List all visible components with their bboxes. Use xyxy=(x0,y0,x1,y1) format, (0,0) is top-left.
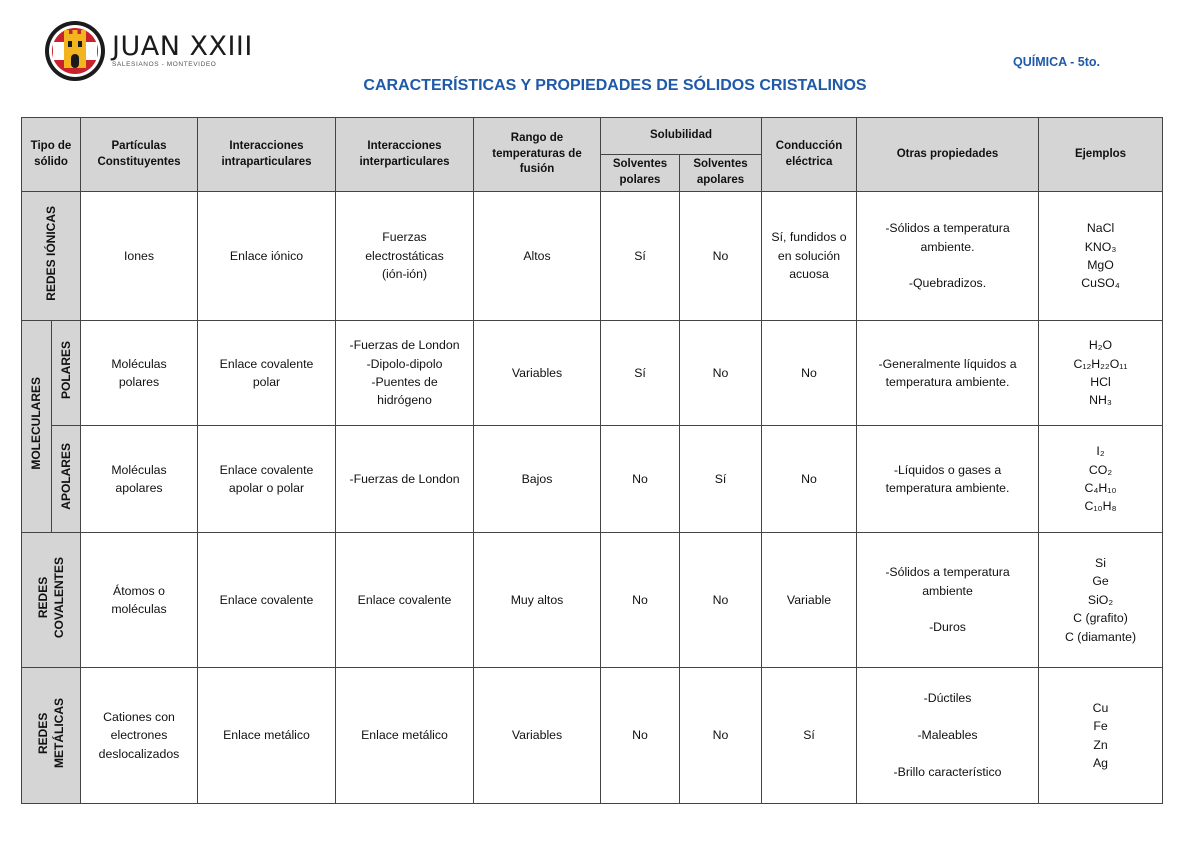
cell-intra: Enlace covalente xyxy=(198,533,336,668)
table-row xyxy=(22,533,1163,668)
cell-otras: -Sólidos a temperatura ambiente -Duros xyxy=(857,533,1039,668)
cell-particulas: Moléculas apolares xyxy=(81,426,198,533)
cell-inter: Fuerzas electrostáticas (ión-ión) xyxy=(336,192,474,321)
cell-otras: -Líquidos o gases a temperatura ambiente. xyxy=(857,426,1039,533)
logo-name: JUAN XXIII xyxy=(112,31,253,63)
cell-conduccion: No xyxy=(762,321,857,426)
group-moleculares: MOLECULARES xyxy=(22,321,52,533)
header-solventes-polares: Solventes polares xyxy=(601,155,680,192)
header-rango: Rango de temperaturas de fusión xyxy=(474,118,601,192)
cell-sol-polares: No xyxy=(601,426,680,533)
cell-conduccion: No xyxy=(762,426,857,533)
cell-intra: Enlace covalente apolar o polar xyxy=(198,426,336,533)
logo-subtitle: SALESIANOS - MONTEVIDEO xyxy=(112,61,217,69)
row-type-label: REDES COVALENTES xyxy=(22,533,81,668)
cell-particulas: Átomos o moléculas xyxy=(81,533,198,668)
cell-intra: Enlace iónico xyxy=(198,192,336,321)
cell-inter: Enlace metálico xyxy=(336,668,474,804)
cell-otras: -Generalmente líquidos a temperatura ambiente. xyxy=(857,321,1039,426)
cell-sol-polares: Sí xyxy=(601,321,680,426)
cell-sol-apolares: No xyxy=(680,533,762,668)
cell-ejemplos: Cu Fe Zn Ag xyxy=(1039,668,1163,804)
header-solventes-apolares: Solventes apolares xyxy=(680,155,762,192)
cell-inter: -Fuerzas de London xyxy=(336,426,474,533)
page-title: CARACTERÍSTICAS Y PROPIEDADES DE SÓLIDOS CRISTALINOS xyxy=(363,77,867,94)
cell-rango: Variables xyxy=(474,321,601,426)
cell-sol-apolares: No xyxy=(680,321,762,426)
cell-otras: -Dúctiles -Maleables -Brillo característico xyxy=(857,668,1039,804)
header-intra: Interacciones intraparticulares xyxy=(198,118,336,192)
table-row xyxy=(22,668,1163,804)
header-ejemplos: Ejemplos xyxy=(1039,118,1163,192)
cell-ejemplos: H₂O C₁₂H₂₂O₁₁ HCl NH₃ xyxy=(1039,321,1163,426)
row-type-label: REDES METÁLICAS xyxy=(22,668,81,804)
cell-particulas: Moléculas polares xyxy=(81,321,198,426)
cell-ejemplos: NaCl KNO₃ MgO CuSO₄ xyxy=(1039,192,1163,321)
cell-sol-polares: Sí xyxy=(601,192,680,321)
cell-conduccion: Variable xyxy=(762,533,857,668)
header-inter: Interacciones interparticulares xyxy=(336,118,474,192)
table-row xyxy=(22,426,1163,533)
cell-sol-polares: No xyxy=(601,533,680,668)
header-otras: Otras propiedades xyxy=(857,118,1039,192)
cell-particulas: Cationes con electrones deslocalizados xyxy=(81,668,198,804)
row-type-label: POLARES xyxy=(52,321,81,426)
cell-rango: Variables xyxy=(474,668,601,804)
header-solubilidad: Solubilidad xyxy=(601,118,762,155)
cell-rango: Bajos xyxy=(474,426,601,533)
row-type-label: REDES IÓNICAS xyxy=(22,192,81,321)
cell-sol-apolares: Sí xyxy=(680,426,762,533)
cell-ejemplos: Si Ge SiO₂ C (grafito) C (diamante) xyxy=(1039,533,1163,668)
header-tipo: Tipo de sólido xyxy=(22,118,81,192)
cell-intra: Enlace metálico xyxy=(198,668,336,804)
header-row xyxy=(22,118,1163,155)
cell-sol-apolares: No xyxy=(680,192,762,321)
cell-conduccion: Sí, fundidos o en solución acuosa xyxy=(762,192,857,321)
school-logo xyxy=(44,20,253,82)
cell-rango: Muy altos xyxy=(474,533,601,668)
subject-label: QUÍMICA - 5to. xyxy=(1012,55,1100,69)
header-conduccion: Conducción eléctrica xyxy=(762,118,857,192)
cell-ejemplos: I₂ CO₂ C₄H₁₀ C₁₀H₈ xyxy=(1039,426,1163,533)
cell-rango: Altos xyxy=(474,192,601,321)
cell-conduccion: Sí xyxy=(762,668,857,804)
cell-inter: -Fuerzas de London -Dipolo-dipolo -Puentes de hidrógeno xyxy=(336,321,474,426)
table-row xyxy=(22,192,1163,321)
cell-inter: Enlace covalente xyxy=(336,533,474,668)
table-row xyxy=(22,321,1163,426)
solids-table xyxy=(21,117,1163,804)
cell-intra: Enlace covalente polar xyxy=(198,321,336,426)
cell-particulas: Iones xyxy=(81,192,198,321)
castle-seal-icon xyxy=(44,20,106,82)
cell-sol-polares: No xyxy=(601,668,680,804)
header-particulas: Partículas Constituyentes xyxy=(81,118,198,192)
cell-otras: -Sólidos a temperatura ambiente. -Quebradizos. xyxy=(857,192,1039,321)
cell-sol-apolares: No xyxy=(680,668,762,804)
row-type-label: APOLARES xyxy=(52,426,81,533)
